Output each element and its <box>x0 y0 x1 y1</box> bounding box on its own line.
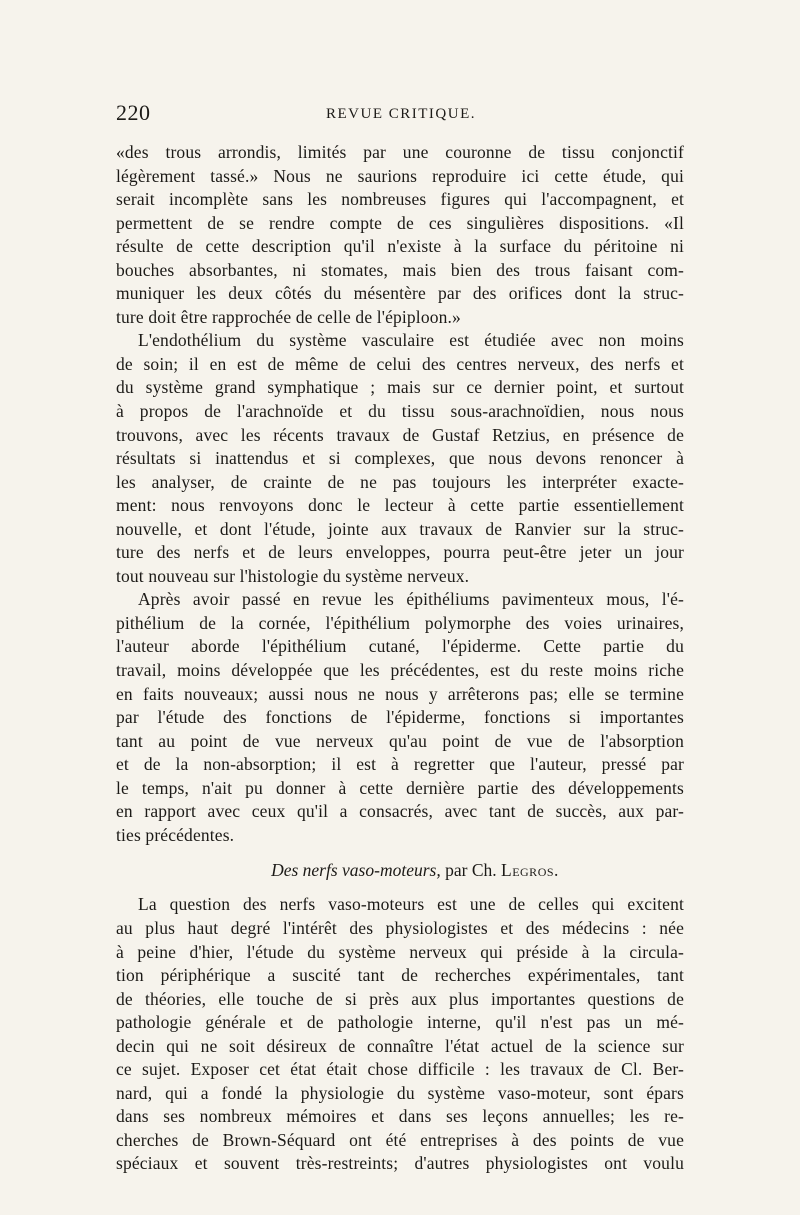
text-line: au plus haut degré l'intérêt des physiologistes et des médecins : née <box>116 917 684 938</box>
text-line: dans ses nombreux mémoires et dans ses leçons annuelles; les re- <box>116 1106 684 1127</box>
text-line: résulte de cette description qu'il n'existe à la surface du péritoine ni <box>116 236 684 257</box>
page-body <box>116 141 684 1176</box>
section-title-italic: Des nerfs vaso-moteurs, <box>271 860 441 881</box>
text-line: de théories, elle touche de si près aux plus importantes questions de <box>116 988 684 1009</box>
text-line: serait incomplète sans les nombreuses figures qui l'accompagnent, et <box>116 189 684 210</box>
text-line: les analyser, de crainte de ne pas toujours les interpréter exacte- <box>116 471 684 492</box>
text-line: L'endothélium du système vasculaire est étudiée avec non moins <box>138 330 684 351</box>
text-line: ture doit être rapprochée de celle de l'épiploon.» <box>116 306 461 327</box>
text-line: tout nouveau sur l'histologie du système nerveux. <box>116 565 470 586</box>
section-heading <box>116 851 684 889</box>
text-line: le temps, n'ait pu donner à cette dernière partie des développements <box>116 777 684 798</box>
text-line: ce sujet. Exposer cet état était chose difficile : les travaux de Cl. Ber- <box>116 1059 684 1080</box>
text-line: permettent de se rendre compte de ces singulières dispositions. «Il <box>116 212 684 233</box>
page-header <box>116 100 684 130</box>
text-line: en rapport avec ceux qu'il a consacrés, avec tant de succès, aux par- <box>116 801 684 822</box>
text-line: pathologie générale et de pathologie interne, qu'il n'est pas un mé- <box>116 1012 684 1033</box>
text-line: légèrement tassé.» Nous ne saurions reproduire ici cette étude, qui <box>116 165 684 186</box>
text-line: ment: nous renvoyons donc le lecteur à cette partie essentiellement <box>116 495 684 516</box>
text-line: à propos de l'arachnoïde et du tissu sous-arachnoïdien, nous nous <box>116 401 684 422</box>
text-line: decin qui ne soit désireux de connaître l'état actuel de la science sur <box>116 1035 684 1056</box>
text-line: par l'étude des fonctions de l'épiderme, fonctions si importantes <box>116 707 684 728</box>
text-line: l'auteur aborde l'épithélium cutané, l'épiderme. Cette partie du <box>116 636 684 657</box>
text-line: spéciaux et souvent très-restreints; d'autres physiologistes ont voulu <box>116 1153 684 1174</box>
text-line: tant au point de vue nerveux qu'au point de vue de l'absorption <box>116 730 684 751</box>
section-author: Legros. <box>501 860 559 881</box>
text-line: ture des nerfs et de leurs enveloppes, pourra peut-être jeter un jour <box>116 542 684 563</box>
text-line: nouvelle, et dont l'étude, jointe aux travaux de Ranvier sur la struc- <box>116 518 684 539</box>
text-block-endothelium <box>116 141 684 847</box>
text-line: nard, qui a fondé la physiologie du système vaso-moteur, sont épars <box>116 1082 684 1103</box>
text-line: ties précédentes. <box>116 824 235 845</box>
text-line: du système grand symphatique ; mais sur ce dernier point, et surtout <box>116 377 684 398</box>
text-line: à peine d'hier, l'étude du système nerveux qui préside à la circula- <box>116 941 684 962</box>
text-line: bouches absorbantes, ni stomates, mais bien des trous faisant com- <box>116 259 684 280</box>
page-number: 220 <box>116 100 151 125</box>
running-title: REVUE CRITIQUE. <box>326 106 476 122</box>
text-line: cherches de Brown-Séquard ont été entreprises à des points de vue <box>116 1129 684 1150</box>
text-line: Après avoir passé en revue les épithéliums pavimenteux mous, l'é- <box>138 589 684 610</box>
text-line: trouvons, avec les récents travaux de Gustaf Retzius, en présence de <box>116 424 684 445</box>
section-by: par Ch. <box>440 860 501 881</box>
text-line: de soin; il en est de même de celui des centres nerveux, des nerfs et <box>116 353 684 374</box>
text-line: tion périphérique a suscité tant de recherches expérimentales, tant <box>116 965 684 986</box>
text-block-vaso-moteurs <box>116 893 684 1176</box>
text-line: en faits nouveaux; aussi nous ne nous y arrêterons pas; elle se termine <box>116 683 684 704</box>
text-line: et de la non-absorption; il est à regretter que l'auteur, pressé par <box>116 754 684 775</box>
text-line: La question des nerfs vaso-moteurs est une de celles qui excitent <box>138 894 684 915</box>
text-line: «des trous arrondis, limités par une couronne de tissu conjonctif <box>116 142 684 162</box>
text-line: travail, moins développée que les précédentes, est du reste moins riche <box>116 660 684 681</box>
text-line: pithélium de la cornée, l'épithélium polymorphe des voies urinaires, <box>116 612 684 633</box>
text-line: muniquer les deux côtés du mésentère par des orifices dont la struc- <box>116 283 684 304</box>
text-line: résultats si inattendus et si complexes, que nous devons renoncer à <box>116 448 684 469</box>
